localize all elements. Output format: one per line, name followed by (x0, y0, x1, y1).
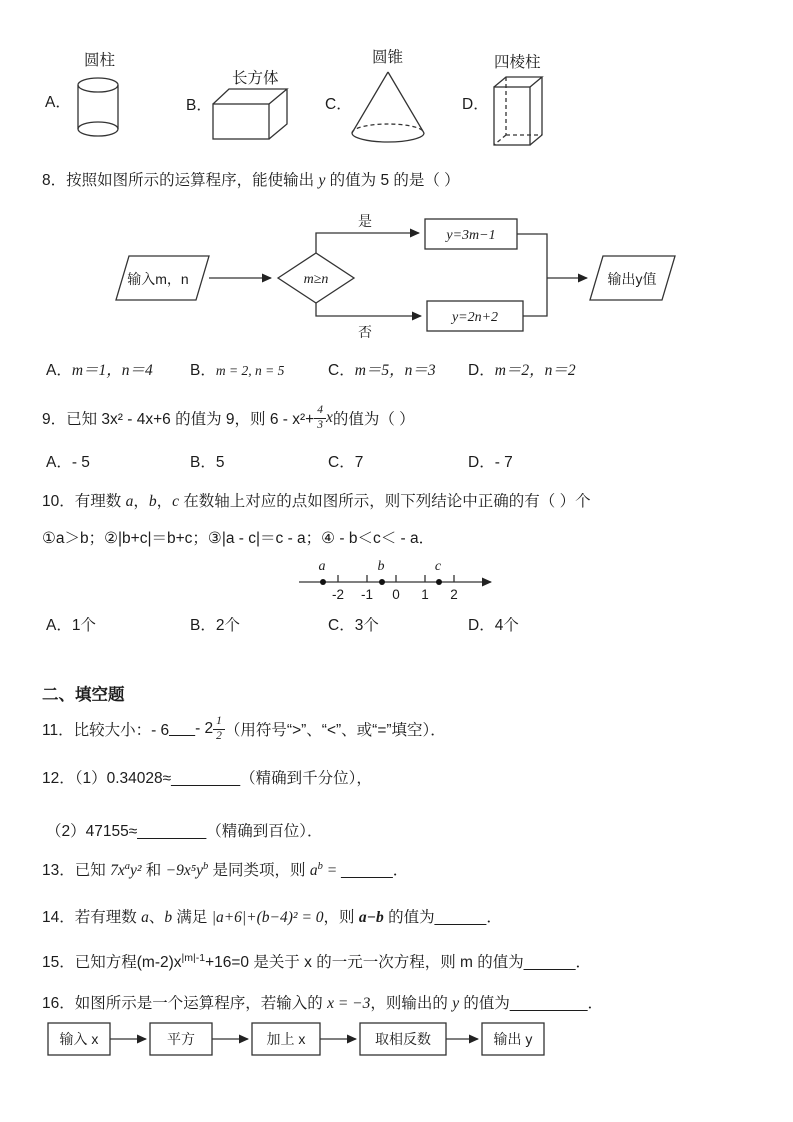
tick-neg2: -2 (331, 587, 345, 602)
q9-option-c: C．7 (328, 454, 364, 471)
tick-0: 0 (392, 587, 400, 602)
q7-option-a-label: 圆柱 (84, 52, 116, 69)
q9-option-d: D．- 7 (468, 454, 513, 471)
point-c-label: c (434, 559, 442, 574)
q15-stem: 15．已知方程$(m-2)x^{|m|-1}+16=0$ 是关于 x 的一元一次方程，则 m 的值为______． (42, 951, 591, 971)
q12-line1: 12．（1）0.34028≈________（精确到千分位）， (42, 770, 372, 787)
q7-option-c-letter: C． (325, 96, 352, 113)
flow-yes-box-label: y=3m−1 (446, 228, 496, 243)
q7-option-d-letter: D． (462, 96, 489, 113)
q14-blank: ______ (434, 909, 487, 926)
flow-condition-label: m≥n (303, 272, 329, 287)
tick-2: 2 (450, 587, 458, 602)
q8-stem-var: y (318, 172, 326, 189)
q15-blank: ______ (523, 954, 576, 971)
tick-1: 1 (421, 587, 429, 602)
q10-claims: ①a＞b；②|b+c|＝b+c；③|a - c|＝c - a；④ - b＜c＜ - a． (42, 530, 435, 547)
q9-option-a: A．- 5 (46, 454, 90, 471)
flow-yes-label: 是 (358, 213, 372, 229)
q13-blank: ______ (341, 862, 393, 879)
point-a-label: a (318, 559, 326, 574)
q7-option-b-letter: B． (186, 97, 212, 114)
q8-flowchart (95, 200, 695, 350)
cylinder-shape (76, 76, 120, 138)
q14-stem: 14．若有理数 a、b 满足 |a+6|+(b−4)² = 0，则 a−b 的值为______． (42, 909, 502, 926)
q11-blank: ___ (169, 720, 196, 737)
q16-blank: _________ (509, 995, 588, 1012)
q9-stem-post: 的值为（ ） (332, 411, 415, 428)
q10-stem: 10．有理数 a，b，c 在数轴上对应的点如图所示，则下列结论中正确的有（ ）个 (42, 493, 591, 510)
prism-shape (493, 76, 547, 146)
q9-stem-pre: 9．已知 3x² - 4x+6 的值为 9，则 6 - x²+ (42, 411, 315, 428)
q8-option-a: A．m＝1，n＝4 (46, 362, 153, 379)
q11-fraction: $\frac{1}{2}$ (213, 715, 225, 742)
q10-option-d: D．4个 (468, 617, 519, 634)
q16-flowchart (46, 1018, 556, 1062)
tick-neg1: -1 (360, 587, 374, 602)
cone-shape (350, 70, 426, 144)
q9-stem-var: x (325, 409, 333, 426)
point-b-label: b (377, 559, 385, 574)
q11-stem: 11．比较大小：- 6 ___ - 2 $\frac{1}{2}$ （用符号“>”、“<”、或“=”填空）． (42, 715, 446, 742)
q8-stem (42, 168, 460, 190)
q16-flow-opposite-label: 取相反数 (375, 1031, 431, 1047)
cuboid-shape (212, 88, 288, 140)
point-a-dot (320, 579, 326, 585)
q16-flow-input-label: 输入 x (59, 1031, 99, 1047)
q14-expression: |a+6|+(b−4)² = 0 (211, 909, 324, 926)
q16-stem: 16．如图所示是一个运算程序，若输入的 x = −3，则输出的 y 的值为_________． (42, 995, 603, 1012)
flow-no-box-label: y=2n+2 (451, 310, 499, 325)
flow-no-label: 否 (358, 324, 372, 340)
q9-stem (42, 394, 415, 442)
q8-option-c: C．m＝5，n＝3 (328, 362, 436, 379)
q8-stem-pre: 8．按照如图所示的运算程序，能使输出 (42, 172, 319, 189)
q12-blank1: ________ (171, 770, 241, 787)
q10-option-a: A．1个 (46, 617, 96, 634)
q9-fraction: $\frac{4}{3}$ (314, 404, 326, 431)
q13-stem: 13．已知 $7x^ay^2$ 和 $-9x^5y^b$ 是同类项，则 $a^b$ = ______． (42, 860, 409, 879)
q8-option-d: D．m＝2，n＝2 (468, 362, 576, 379)
q7-option-b-label: 长方体 (232, 70, 279, 87)
point-c-dot (436, 579, 442, 585)
flow-input-label: 输入m，n (127, 271, 189, 287)
q8-option-b: B．m = 2, n = 5 (190, 362, 285, 379)
q7-option-a-letter: A． (45, 94, 71, 111)
q12-line2: （2）47155≈________（精确到百位）． (46, 823, 323, 840)
q16-flow-add-label: 加上 x (266, 1031, 306, 1047)
q10-number-line (293, 552, 508, 604)
q15-exponent: |m|-1 (181, 951, 206, 964)
q9-option-b: B．5 (190, 454, 225, 471)
q12-blank2: ________ (137, 823, 207, 840)
q16-flow-output-label: 输出 y (493, 1031, 533, 1047)
q10-option-b: B．2个 (190, 617, 240, 634)
q7-option-d-label: 四棱柱 (494, 54, 541, 71)
point-b-dot (379, 579, 385, 585)
q10-option-c: C．3个 (328, 617, 379, 634)
section2-title: 二、填空题 (42, 686, 125, 704)
flow-output-label: 输出y值 (607, 271, 657, 287)
q16-flow-square-label: 平方 (167, 1031, 195, 1047)
q8-stem-post: 的值为 5 的是（ ） (325, 172, 460, 189)
q7-option-c-label: 圆锥 (372, 49, 404, 66)
